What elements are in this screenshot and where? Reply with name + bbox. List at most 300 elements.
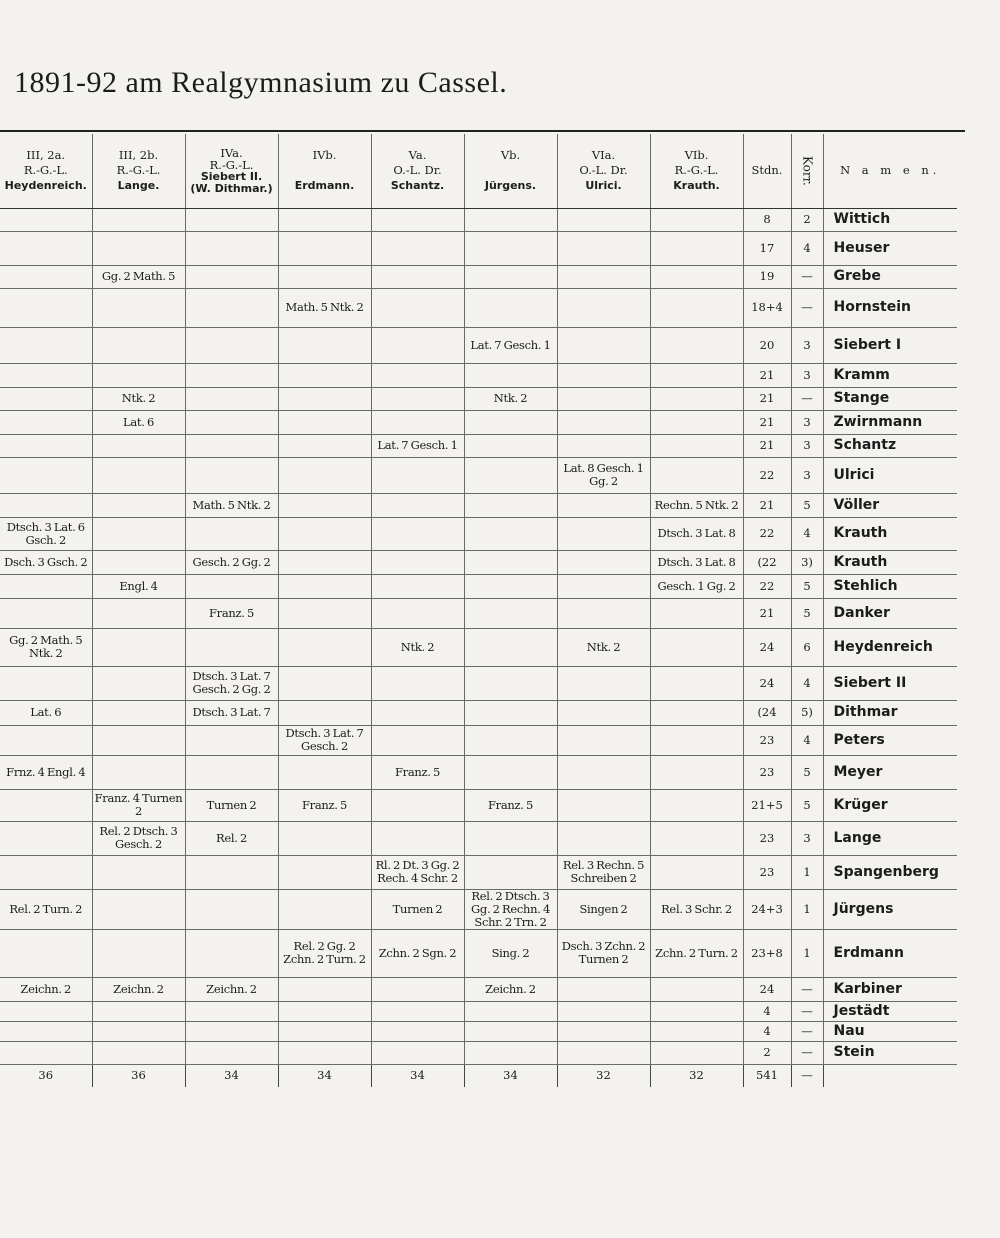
table-row [0, 517, 957, 550]
lesson-cell [650, 628, 743, 666]
lesson-cell [557, 231, 650, 265]
lesson-cell [371, 1041, 464, 1064]
class-header-teacher: Heydenreich. [4, 179, 87, 193]
table-row [0, 363, 957, 387]
lesson-cell [557, 517, 650, 550]
lesson-cell: Rel. 2 Gg. 2 Zchn. 2 Turn. 2 [278, 929, 371, 977]
lesson-cell [0, 363, 92, 387]
lesson-cell [557, 265, 650, 288]
lesson-cell [185, 231, 278, 265]
lesson-cell: Zeichn. 2 [185, 977, 278, 1001]
lesson-cell [464, 208, 557, 231]
lesson-cell [185, 387, 278, 410]
lesson-cell [371, 387, 464, 410]
lesson-cell [557, 821, 650, 855]
class-header-class: III, 2a. [26, 148, 66, 163]
header-row [0, 134, 957, 208]
lesson-cell [557, 550, 650, 574]
lesson-cell [185, 288, 278, 327]
teacher-name: Siebert I [823, 327, 957, 363]
stdn-cell: 21+5 [743, 789, 791, 821]
lesson-cell [278, 231, 371, 265]
lesson-cell [557, 755, 650, 789]
lesson-cell [278, 457, 371, 493]
teacher-name: Dithmar [823, 700, 957, 725]
lesson-cell [371, 265, 464, 288]
lesson-cell [557, 288, 650, 327]
table-row [0, 457, 957, 493]
lesson-cell [0, 434, 92, 457]
teacher-name: Karbiner [823, 977, 957, 1001]
lesson-cell [278, 628, 371, 666]
korr-cell: 5 [791, 755, 823, 789]
lesson-cell [650, 265, 743, 288]
korr-cell: 3 [791, 327, 823, 363]
lesson-cell [464, 288, 557, 327]
lesson-cell [278, 208, 371, 231]
lesson-cell [371, 977, 464, 1001]
lesson-cell: Franz. 4 Turnen 2 [92, 789, 185, 821]
lesson-cell [278, 1001, 371, 1021]
lesson-cell [557, 789, 650, 821]
lesson-cell [650, 598, 743, 628]
lesson-cell [464, 363, 557, 387]
lesson-cell [557, 208, 650, 231]
korr-cell: — [791, 1021, 823, 1041]
lesson-cell [650, 666, 743, 700]
teacher-name: Ulrici [823, 457, 957, 493]
stdn-cell: 23+8 [743, 929, 791, 977]
lesson-cell [650, 434, 743, 457]
stdn-cell: (24 [743, 700, 791, 725]
lesson-cell: Zeichn. 2 [92, 977, 185, 1001]
lesson-cell [278, 666, 371, 700]
teacher-name: Hornstein [823, 288, 957, 327]
lesson-cell [557, 666, 650, 700]
teacher-name: Jestädt [823, 1001, 957, 1021]
lesson-cell [0, 725, 92, 755]
lesson-cell [650, 821, 743, 855]
lesson-cell [185, 265, 278, 288]
lesson-cell [464, 517, 557, 550]
lesson-cell [464, 598, 557, 628]
lesson-cell [650, 789, 743, 821]
stdn-cell: 18+4 [743, 288, 791, 327]
lesson-cell [371, 700, 464, 725]
lesson-cell [650, 855, 743, 889]
lesson-cell: Rl. 2 Dt. 3 Gg. 2 Rech. 4 Schr. 2 [371, 855, 464, 889]
lesson-cell [371, 821, 464, 855]
class-header-class: Vb. [500, 148, 521, 163]
lesson-cell [464, 628, 557, 666]
korr-cell: 2 [791, 208, 823, 231]
lesson-cell [557, 700, 650, 725]
lesson-cell [92, 1001, 185, 1021]
class-header-rank [281, 163, 369, 178]
table-row [0, 929, 957, 977]
table-row [0, 208, 957, 231]
stdn-cell: 23 [743, 855, 791, 889]
lesson-cell [92, 929, 185, 977]
korr-cell: 3 [791, 410, 823, 434]
lesson-cell [278, 327, 371, 363]
lesson-cell [92, 598, 185, 628]
lesson-cell [371, 517, 464, 550]
lesson-cell: Ntk. 2 [464, 387, 557, 410]
teacher-name: Spangenberg [823, 855, 957, 889]
teacher-name: Jürgens [823, 889, 957, 929]
lesson-cell [0, 929, 92, 977]
lesson-cell: Zeichn. 2 [0, 977, 92, 1001]
lesson-cell [557, 434, 650, 457]
lesson-cell [0, 1021, 92, 1041]
lesson-cell [278, 265, 371, 288]
lesson-cell [0, 821, 92, 855]
teacher-name: Grebe [823, 265, 957, 288]
lesson-cell [185, 208, 278, 231]
totals-empty-cell [823, 1064, 957, 1087]
page-title: 1891-92 am Realgymnasium zu Cassel. [14, 66, 508, 99]
lesson-cell [557, 493, 650, 517]
lesson-cell [371, 208, 464, 231]
class-header-class: Va. [408, 148, 427, 163]
lesson-cell [278, 434, 371, 457]
teacher-name: Völler [823, 493, 957, 517]
class-header-rank [467, 163, 555, 178]
lesson-cell [464, 666, 557, 700]
lesson-cell [278, 700, 371, 725]
lesson-cell [278, 493, 371, 517]
lesson-cell: Frnz. 4 Engl. 4 [0, 755, 92, 789]
lesson-cell [464, 550, 557, 574]
lesson-cell [185, 1021, 278, 1041]
table-row [0, 821, 957, 855]
lesson-cell: Dtsch. 3 Lat. 8 [650, 550, 743, 574]
lesson-cell [650, 700, 743, 725]
teacher-name: Danker [823, 598, 957, 628]
lesson-cell: Sing. 2 [464, 929, 557, 977]
lesson-cell [557, 977, 650, 1001]
table-row [0, 327, 957, 363]
lesson-cell [92, 457, 185, 493]
table-row [0, 725, 957, 755]
table-row [0, 231, 957, 265]
lesson-cell [278, 387, 371, 410]
lesson-cell [371, 789, 464, 821]
lesson-cell: Lat. 6 [0, 700, 92, 725]
stdn-cell: 22 [743, 574, 791, 598]
lesson-cell: Lat. 6 [92, 410, 185, 434]
lesson-cell: Turnen 2 [371, 889, 464, 929]
lesson-cell [0, 1041, 92, 1064]
lesson-cell [557, 327, 650, 363]
lesson-cell [92, 208, 185, 231]
korr-cell: 4 [791, 725, 823, 755]
stdn-cell: 22 [743, 457, 791, 493]
lesson-cell [185, 889, 278, 929]
lesson-cell [650, 457, 743, 493]
korr-cell: 3 [791, 457, 823, 493]
lesson-cell: Franz. 5 [278, 789, 371, 821]
korr-cell: 4 [791, 666, 823, 700]
title-rule [0, 130, 965, 132]
lesson-cell: Dsch. 3 Gsch. 2 [0, 550, 92, 574]
lesson-cell [371, 1021, 464, 1041]
teacher-name: Stein [823, 1041, 957, 1064]
stdn-cell: 21 [743, 493, 791, 517]
lesson-cell: Franz. 5 [185, 598, 278, 628]
lesson-cell [557, 725, 650, 755]
lesson-cell [278, 363, 371, 387]
table-row [0, 755, 957, 789]
lesson-cell [92, 725, 185, 755]
lesson-cell [185, 628, 278, 666]
stdn-cell: 19 [743, 265, 791, 288]
teacher-name: Siebert II [823, 666, 957, 700]
lesson-cell [92, 288, 185, 327]
lesson-cell: Rel. 3 Rechn. 5 Schreiben 2 [557, 855, 650, 889]
teacher-name: Peters [823, 725, 957, 755]
lesson-cell: Lat. 7 Gesch. 1 [371, 434, 464, 457]
lesson-cell [0, 855, 92, 889]
teacher-name: Meyer [823, 755, 957, 789]
lesson-cell [185, 410, 278, 434]
lesson-cell [650, 288, 743, 327]
table-row [0, 550, 957, 574]
korr-cell: 4 [791, 231, 823, 265]
lesson-cell [464, 410, 557, 434]
table-row [0, 855, 957, 889]
lesson-cell [0, 574, 92, 598]
lesson-cell [0, 493, 92, 517]
total-cell: 36 [0, 1064, 92, 1087]
class-header [0, 134, 92, 208]
korr-cell: 1 [791, 889, 823, 929]
lesson-cell [92, 855, 185, 889]
lesson-cell [0, 457, 92, 493]
total-cell: 32 [557, 1064, 650, 1087]
stdn-cell: 24 [743, 977, 791, 1001]
lesson-cell [371, 327, 464, 363]
lesson-cell [464, 457, 557, 493]
lesson-cell [464, 231, 557, 265]
class-header-teacher: Siebert II. [200, 169, 263, 183]
lesson-cell [0, 288, 92, 327]
class-header-teacher: Lange. [117, 179, 160, 193]
lesson-cell [92, 755, 185, 789]
stdn-cell: 21 [743, 598, 791, 628]
lesson-cell [464, 265, 557, 288]
lesson-cell: Math. 5 Ntk. 2 [185, 493, 278, 517]
lesson-cell [0, 327, 92, 363]
class-header [650, 134, 743, 208]
class-header-rank: O.-L. Dr. [579, 163, 628, 178]
lesson-cell [557, 1041, 650, 1064]
lesson-cell [464, 574, 557, 598]
lesson-cell: Engl. 4 [92, 574, 185, 598]
lesson-cell: Gesch. 2 Gg. 2 [185, 550, 278, 574]
lesson-cell [650, 1021, 743, 1041]
lesson-cell [557, 387, 650, 410]
class-header [278, 134, 371, 208]
lesson-cell [92, 434, 185, 457]
lesson-cell [650, 363, 743, 387]
lesson-cell [650, 410, 743, 434]
lesson-cell: Dsch. 3 Zchn. 2 Turnen 2 [557, 929, 650, 977]
lesson-cell: Zchn. 2 Sgn. 2 [371, 929, 464, 977]
lesson-cell [185, 457, 278, 493]
lesson-cell [371, 550, 464, 574]
class-header-teacher: Ulrici. [585, 179, 622, 193]
table-row [0, 666, 957, 700]
total-cell: 36 [92, 1064, 185, 1087]
lesson-cell [464, 821, 557, 855]
table-row [0, 1001, 957, 1021]
lesson-cell [278, 1021, 371, 1041]
class-header-class: III, 2b. [118, 148, 159, 163]
lesson-cell: Dtsch. 3 Lat. 8 [650, 517, 743, 550]
class-header-teacher: Erdmann. [294, 179, 355, 193]
lesson-cell: Franz. 5 [464, 789, 557, 821]
class-header [92, 134, 185, 208]
lesson-cell [371, 457, 464, 493]
stdn-cell: 21 [743, 434, 791, 457]
stdn-cell: 24 [743, 628, 791, 666]
table-row [0, 288, 957, 327]
korr-cell: 5 [791, 574, 823, 598]
lesson-cell: Rel. 3 Schr. 2 [650, 889, 743, 929]
lesson-cell [0, 789, 92, 821]
class-header-rank: O.-L. Dr. [393, 163, 442, 178]
lesson-cell [278, 855, 371, 889]
class-header-class: IVb. [312, 148, 337, 163]
lesson-cell [371, 666, 464, 700]
teacher-name: Schantz [823, 434, 957, 457]
lesson-cell [278, 821, 371, 855]
teacher-name: Krüger [823, 789, 957, 821]
class-header-rank: R.-G.-L. [23, 163, 68, 178]
lesson-cell [0, 666, 92, 700]
lesson-cell [0, 208, 92, 231]
lesson-cell [371, 288, 464, 327]
lesson-cell: Singen 2 [557, 889, 650, 929]
korr-cell: 5 [791, 598, 823, 628]
stdn-cell: 22 [743, 517, 791, 550]
stdn-cell: 8 [743, 208, 791, 231]
lesson-cell: Rel. 2 [185, 821, 278, 855]
lesson-cell: Dtsch. 3 Lat. 7 [185, 700, 278, 725]
korr-cell: 5 [791, 789, 823, 821]
lesson-cell [0, 387, 92, 410]
lesson-cell [371, 574, 464, 598]
class-header-class: IVa. [220, 145, 243, 160]
korr-cell: — [791, 387, 823, 410]
lesson-cell: Rel. 2 Dtsch. 3 Gesch. 2 [92, 821, 185, 855]
total-cell: — [791, 1064, 823, 1087]
lesson-cell [92, 628, 185, 666]
table-row [0, 789, 957, 821]
lesson-cell [278, 574, 371, 598]
lesson-cell [464, 1041, 557, 1064]
teacher-name: Krauth [823, 517, 957, 550]
lesson-cell [92, 327, 185, 363]
class-header [185, 134, 278, 208]
table-row [0, 410, 957, 434]
korr-cell: 1 [791, 855, 823, 889]
lesson-cell [278, 410, 371, 434]
lesson-cell [278, 889, 371, 929]
korr-cell: 1 [791, 929, 823, 977]
class-header-teacher: Schantz. [390, 179, 445, 193]
class-header-teacher: Krauth. [673, 179, 720, 193]
korr-cell: 6 [791, 628, 823, 666]
lesson-cell [278, 1041, 371, 1064]
lesson-cell: Ntk. 2 [557, 628, 650, 666]
lesson-cell [650, 327, 743, 363]
stdn-header: Stdn. [743, 134, 791, 208]
table-row [0, 700, 957, 725]
teacher-name: Stange [823, 387, 957, 410]
teacher-name: Heuser [823, 231, 957, 265]
teacher-name: Heydenreich [823, 628, 957, 666]
lesson-cell [185, 755, 278, 789]
class-header-rank: R.-G.-L. [674, 163, 719, 178]
table-row [0, 265, 957, 288]
lesson-cell [650, 208, 743, 231]
stdn-cell: 21 [743, 387, 791, 410]
lesson-cell [650, 977, 743, 1001]
lesson-cell [0, 1001, 92, 1021]
teacher-name: Erdmann [823, 929, 957, 977]
stdn-cell: (22 [743, 550, 791, 574]
namen-header: N a m e n. [823, 134, 957, 208]
lesson-cell [371, 1001, 464, 1021]
lesson-cell: Franz. 5 [371, 755, 464, 789]
lesson-cell [278, 598, 371, 628]
total-cell: 34 [278, 1064, 371, 1087]
lesson-cell [185, 725, 278, 755]
class-header-extra: (W. Dithmar.) [190, 181, 273, 195]
lesson-cell: Ntk. 2 [92, 387, 185, 410]
korr-header: Korr. [791, 134, 823, 208]
totals-row [0, 1064, 957, 1087]
lesson-cell [557, 363, 650, 387]
table-row [0, 387, 957, 410]
teacher-name: Stehlich [823, 574, 957, 598]
stdn-cell: 21 [743, 363, 791, 387]
lesson-cell [185, 363, 278, 387]
korr-cell: 3 [791, 821, 823, 855]
lesson-cell [650, 1001, 743, 1021]
lesson-cell [185, 929, 278, 977]
lesson-cell: Gg. 2 Math. 5 Ntk. 2 [0, 628, 92, 666]
lesson-cell [371, 231, 464, 265]
lesson-cell [557, 1021, 650, 1041]
stdn-cell: 2 [743, 1041, 791, 1064]
total-cell: 34 [185, 1064, 278, 1087]
lesson-cell [371, 725, 464, 755]
class-header-rank: R.-G.-L. [209, 157, 254, 172]
table-row [0, 574, 957, 598]
lesson-cell [92, 700, 185, 725]
class-header [371, 134, 464, 208]
class-header-class: VIb. [684, 148, 709, 163]
lesson-cell [371, 410, 464, 434]
korr-cell: — [791, 977, 823, 1001]
lesson-cell [557, 410, 650, 434]
lesson-cell: Zeichn. 2 [464, 977, 557, 1001]
korr-cell: 5 [791, 493, 823, 517]
